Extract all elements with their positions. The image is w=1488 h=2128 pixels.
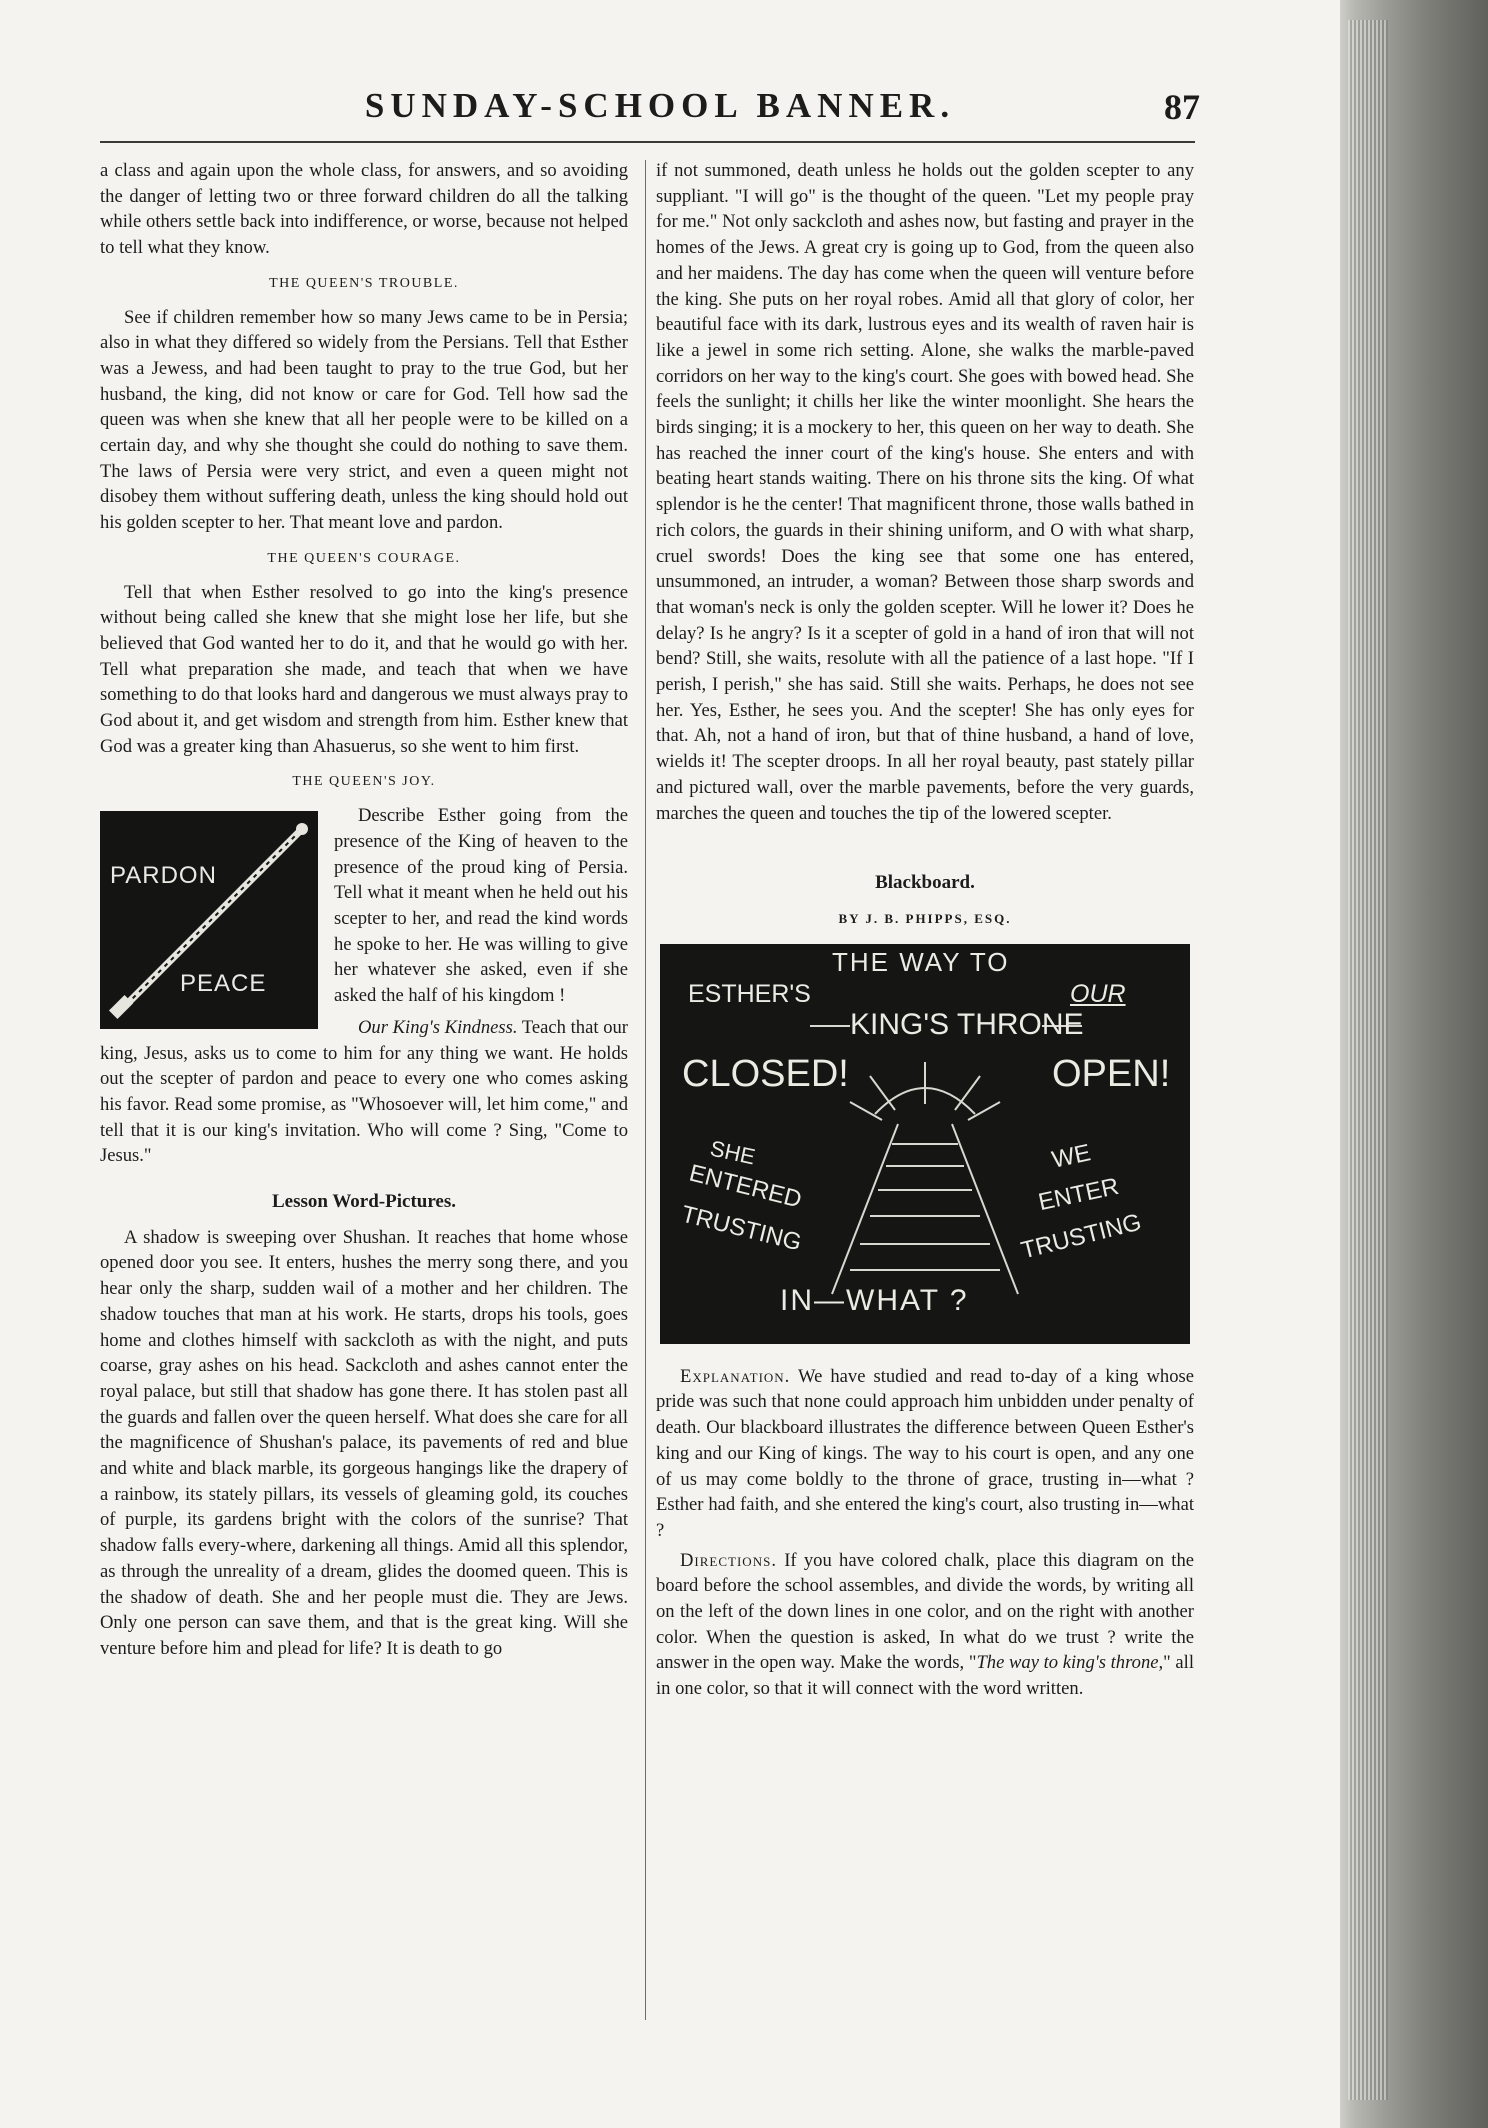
right-column [656, 158, 1194, 1702]
bb-enter: ENTER [1036, 1172, 1122, 1216]
peace-label: PEACE [180, 970, 267, 998]
word-pictures-paragraph: A shadow is sweeping over Shushan. It reaches that home whose opened door you see. It enters, hushes the merry song there, and you hear only the sharp, sudden wail of a mother and her children. The shadow touches that man at his work. He starts, drops his tools, goes home and clothes himself with sackcloth as with the night, and puts coarse, gray ashes on his head. Sackcloth and ashes cannot enter the royal palace, but still that shadow has gone there. It has stolen past all the guards and fallen over the queen herself. What does she care for all the magnificence of Shushan's palace, its pavements of red and blue and white and black marble, its gorgeous hangings like the drapery of a rainbow, its stately pillars, its vessels of gleaming gold, its couches of purple, its gardens bright with the colors of the sunrise? That shadow falls every-where, darkening all things. Amid all this splendor, as through the unreality of a dream, glides the doomed queen. This is the shadow of death. She and her people must die. They are Jews. Only one person can save them, and that is the great king. Will she venture before him and plead for life? It is death to go [100, 1226, 628, 1659]
kindness-label: Our King's Kindness. [358, 1016, 518, 1038]
left-column [100, 158, 628, 1662]
pardon-label: PARDON [110, 862, 217, 890]
bb-we: WE [1049, 1138, 1093, 1174]
page-number: 87 [1164, 87, 1200, 127]
column-divider [645, 160, 646, 2020]
page-edges [1348, 20, 1388, 2100]
courage-paragraph: Tell that when Esther resolved to go into the king's presence without being called she knew that she might lose her life, but she believed that God wanted her to do it, and that he would go with her. Tell what preparation she made, and teach that when we have something to do that looks hard and dangerous we must always pray to God about it, and get wisdom and strength from him. Esther knew that God was a greater king than Ahasuerus, so she went to him first. [100, 581, 628, 757]
explanation-label: Explanation. [680, 1365, 791, 1387]
joy-paragraph: Describe Esther going from the presence of the King of heaven to the presence of the proud king of Persia. Tell what it meant when he held out his scepter to her, and read the kind words he spoke to her. He was willing to give her whatever she asked, even if she asked the half of his kingdom ! [334, 805, 628, 1007]
directions-text-b: " all in one color, so that it will connect with the word written. [656, 1652, 1194, 1700]
bb-our: OUR [1070, 979, 1126, 1008]
explanation-paragraph [656, 1364, 1194, 1544]
kindness-paragraph [100, 1015, 628, 1169]
bb-in-what: IN—WHAT ? [780, 1283, 969, 1317]
intro-paragraph: a class and again upon the whole class, for answers, and so avoiding the danger of letting two or three forward children do all the talking while others settle back into indifference, or worse, because not helped to tell what they know. [100, 160, 628, 259]
subhead-queens-courage: THE QUEEN'S COURAGE. [267, 550, 461, 566]
blackboard-title: Blackboard. [875, 872, 975, 894]
bb-trusting-right: TRUSTING [1018, 1208, 1145, 1265]
continued-paragraph: if not summoned, death unless he holds out the golden scepter to any suppliant. "I will go" is the thought of the queen. "Let my people pray for me." Not only sackcloth and ashes now, but fasting and prayer in the homes of the Jews. A great cry is going up to God, from the queen also and her maidens. The day has come when the queen will venture before the king. She puts on her royal robes. Amid all that glory of color, her beautiful face with its dark, lustrous eyes and its wealth of raven hair is like a jewel in some rich setting. Alone, she walks the marble-paved corridors on her way to the king's court. She goes with bowed head. She feels the sunlight; it chills her like the winter moonlight. She hears the birds singing; it is a mockery to her, this queen on her way to death. She has reached the inner court of the king's house. She enters and with beating heart stands waiting. There on his throne sits the king. Of what splendor is he the center! That magnificent throne, those walls bathed in rich colors, the guards in their shining uniform, and O with what sharp, cruel swords! Does the king see that some one has entered, unsummoned, an intruder, a woman? Between those sharp swords and that woman's neck is only the golden scepter. Will he lower it? Does he delay? Is he angry? Is it a scepter of gold in a hand of iron that will not bend? Still, she waits, resolute with all the patience of a last hope. "If I perish, I perish," she has said. Still she waits. Perhaps, he does not see her. Yes, Esther, he sees you. And the scepter! She has only eyes for that. Ah, not a hand of iron, but that of thine husband, a hand of love, wields it! The scepter droops. In all her royal beauty, past stately pillar and pictured wall, over the marble pavements, before the very guards, marches the queen and touches the tip of the lowered scepter. [656, 160, 1194, 824]
bb-closed: CLOSED! [682, 1052, 849, 1095]
directions-paragraph [656, 1548, 1194, 1702]
directions-italic: The way to king's throne, [976, 1652, 1164, 1674]
bb-kings-throne: KING'S THRONE [850, 1007, 1084, 1041]
bb-trusting-left: TRUSTING [678, 1200, 805, 1257]
bb-the-way-to: THE WAY TO [832, 946, 1010, 977]
running-header [100, 86, 1200, 146]
journal-title: SUNDAY-SCHOOL BANNER. [364, 86, 956, 125]
header-rule [100, 141, 1195, 143]
directions-label: Directions. [680, 1549, 777, 1571]
bb-esthers: ESTHER'S [688, 979, 811, 1008]
blackboard-byline: BY J. B. PHIPPS, ESQ. [838, 910, 1012, 926]
blackboard-diagram [660, 944, 1190, 1344]
subhead-queens-trouble: THE QUEEN'S TROUBLE. [269, 275, 459, 291]
trouble-paragraph: See if children remember how so many Jews came to be in Persia; also in what they differed so widely from the Persians. Tell that Esther was a Jewess, and had been taught to pray to the true God, but her husband, the king, did not know or care for God. Tell how sad the queen was when she knew that all her people were to be killed on a certain day, and why she thought she could do nothing to save them. The laws of Persia were very strict, and even a queen might not disobey them without suffering death, unless the king should hold out his golden scepter to her. That meant love and pardon. [100, 306, 628, 534]
subhead-queens-joy: THE QUEEN'S JOY. [292, 774, 436, 790]
scepter-illustration [100, 811, 318, 1029]
bb-open: OPEN! [1052, 1052, 1171, 1095]
bb-entered: ENTERED [686, 1159, 805, 1214]
bb-she: SHE [707, 1135, 758, 1170]
explanation-text: We have studied and read to-day of a king whose pride was such that none could approach him unbidden under penalty of death. Our blackboard illustrates the difference between Queen Esther's king and our King of kings. The way to his court is open, and any one of us may come boldly to the throne of grace, trusting in—what ? Esther had faith, and she entered the king's court, also trusting in—what ? [656, 1365, 1194, 1541]
word-pictures-title: Lesson Word-Pictures. [271, 1191, 457, 1213]
kindness-text: Teach that our king, Jesus, asks us to come to him for any thing we want. He holds out the scepter of pardon and peace to every one who comes asking his favor. Read some promise, as "Whosoever will, let him come," and tell that it is our king's invitation. Who will come ? Sing, "Come to Jesus." [100, 1016, 628, 1167]
directions-text-a: If you have colored chalk, place this diagram on the board before the school assembles, and divide the words, by writing all on the left of the down lines in one color, and on the right with another color. When the question is asked, In what do we trust ? write the answer in the open way. Make the words, " [656, 1549, 1194, 1674]
